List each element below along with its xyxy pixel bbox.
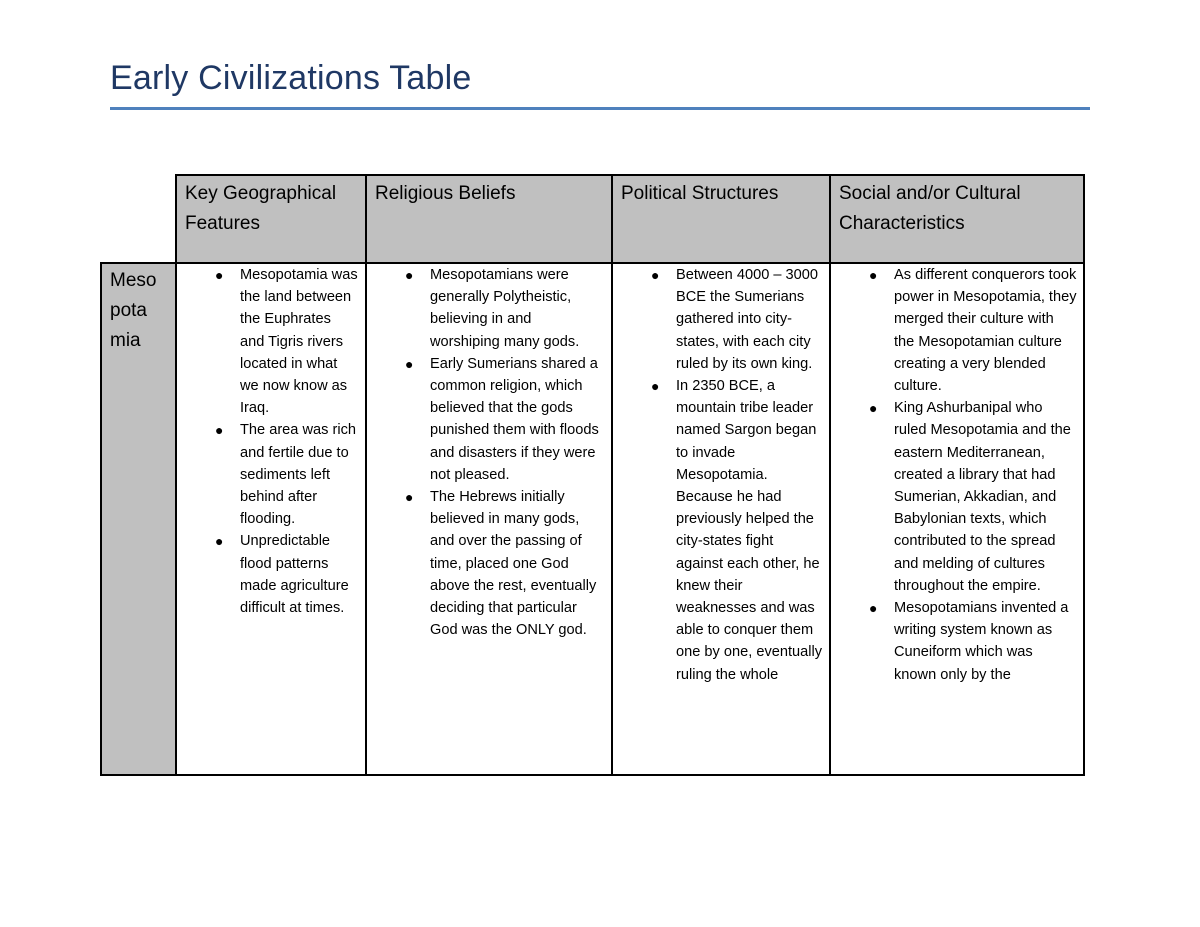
bullet-icon: ● (215, 533, 224, 550)
politics-list (613, 264, 823, 686)
list-item (367, 486, 605, 641)
list-item-text: Between 4000 – 3000 BCE the Sumerians gathered into city-states, with each city ruled by its own king. (676, 267, 819, 372)
bullet-icon: ● (869, 400, 878, 417)
page-title: Early Civilizations Table (110, 59, 472, 97)
bullet-icon: ● (215, 422, 224, 439)
list-item (177, 264, 359, 419)
cell-religion (366, 263, 612, 775)
bullet-icon: ● (405, 355, 414, 372)
geography-list (177, 264, 359, 619)
list-item-text: Early Sumerians shared a common religion, which believed that the gods punished them with floods and disasters if they were not pleased. (430, 355, 599, 483)
bullet-icon: ● (405, 489, 414, 506)
row-header-civilization: Meso pota mia (101, 263, 176, 775)
list-item (831, 597, 1077, 686)
bullet-icon: ● (405, 267, 414, 283)
table-row (101, 263, 1084, 775)
header-politics: Political Structures (612, 175, 830, 263)
table-header-row (101, 175, 1084, 263)
table-corner-cell (101, 175, 176, 263)
social-list (831, 264, 1077, 686)
bullet-icon: ● (651, 378, 660, 395)
header-religion: Religious Beliefs (366, 175, 612, 263)
cell-politics (612, 263, 830, 775)
list-item (367, 353, 605, 486)
bullet-icon: ● (651, 267, 660, 283)
list-item-text: Mesopotamia was the land between the Euphrates and Tigris rivers located in what we now know as Iraq. (240, 267, 358, 417)
cell-social (830, 263, 1084, 775)
list-item (831, 264, 1077, 397)
bullet-icon: ● (215, 267, 224, 283)
list-item (613, 375, 823, 686)
list-item (367, 264, 605, 353)
list-item-text: King Ashurbanipal who ruled Mesopotamia and the eastern Mediterranean, created a library that had Sumerian, Akkadian, and Babylonian texts, which contributed to the spread and melding of cultures throughout the empire. (894, 400, 1071, 594)
cell-geography (176, 263, 366, 775)
list-item-text: Mesopotamians were generally Polytheistic, believing in and worshiping many gods. (430, 267, 580, 350)
list-item-text: The Hebrews initially believed in many gods, and over the passing of time, placed one God above the rest, eventually deciding that particular God was the ONLY god. (430, 489, 597, 639)
list-item (613, 264, 823, 375)
bullet-icon: ● (869, 267, 878, 283)
header-geography: Key Geographical Features (176, 175, 366, 263)
civilizations-table (100, 174, 1085, 776)
list-item-text: As different conquerors took power in Mesopotamia, they merged their culture with the Mesopotamian culture creating a very blended culture. (894, 267, 1077, 395)
list-item-text: Unpredictable flood patterns made agriculture difficult at times. (240, 533, 349, 617)
bullet-icon: ● (869, 600, 878, 617)
list-item (831, 397, 1077, 597)
list-item-text: Mesopotamians invented a writing system known as Cuneiform which was known only by the (894, 600, 1069, 683)
list-item (177, 419, 359, 530)
header-social: Social and/or Cultural Characteristics (830, 175, 1084, 263)
list-item (177, 530, 359, 619)
title-underline (110, 107, 1090, 110)
religion-list (367, 264, 605, 641)
list-item-text: The area was rich and fertile due to sediments left behind after flooding. (240, 422, 356, 528)
list-item-text: In 2350 BCE, a mountain tribe leader named Sargon began to invade Mesopotamia. Because he had previously helped the city-states fight against each other, he knew their weaknesses and was able to conquer them one by one, eventually ruling the whole (676, 378, 823, 683)
